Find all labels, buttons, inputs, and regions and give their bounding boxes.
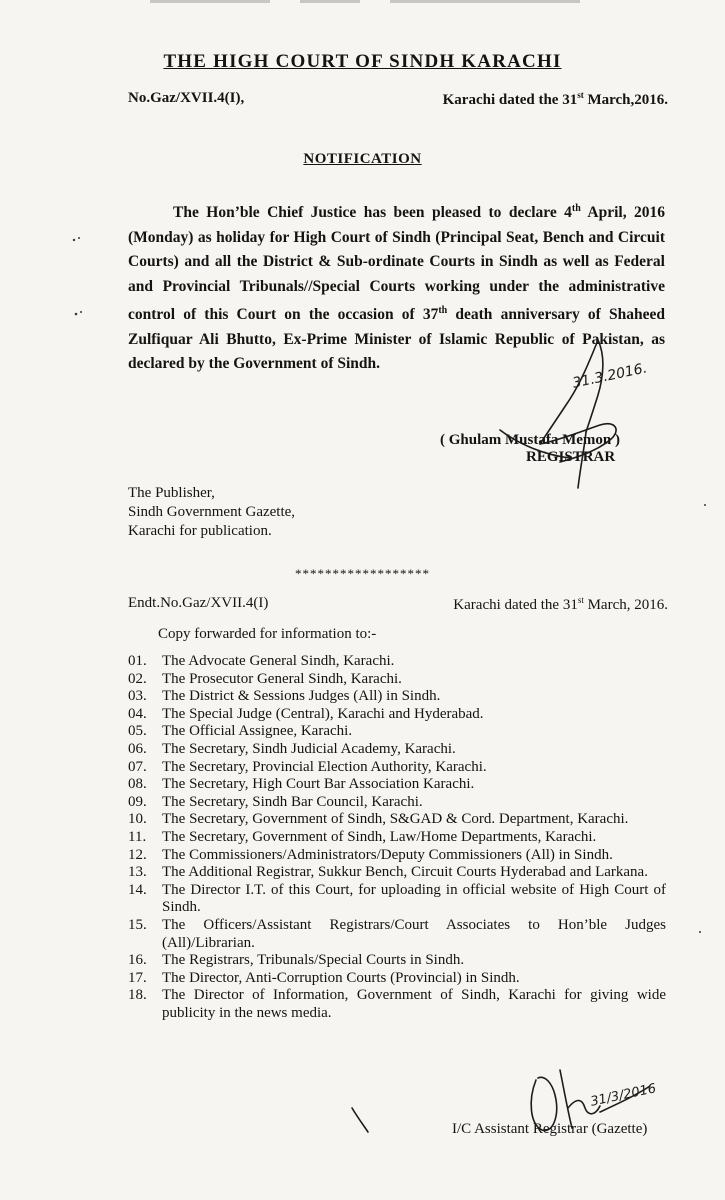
recipient-list (128, 653, 666, 1022)
assistant-registrar-designation: I/C Assistant Registrar (Gazette) (452, 1121, 648, 1137)
endorsement-date: Karachi dated the 31st March, 2016. (453, 595, 668, 613)
recipient-item: 15. The Officers/Assistant Registrars/Court Associates to Hon’ble Judges (All)/Librarian. (128, 916, 666, 951)
scan-edge-marks (0, 0, 725, 8)
recipient-item: 06. The Secretary, Sindh Judicial Academy, Karachi. (128, 740, 456, 757)
margin-speck (73, 239, 75, 241)
copy-forwarded-line: Copy forwarded for information to:- (158, 626, 377, 642)
recipient-item: 11. The Secretary, Government of Sindh, Law/Home Departments, Karachi. (128, 828, 597, 845)
recipient-item: 10. The Secretary, Government of Sindh, S&GAD & Cord. Department, Karachi. (128, 811, 629, 828)
margin-speck (704, 504, 706, 506)
endorsement-row (128, 595, 668, 612)
date-line: Karachi dated the 31st March,2016. (442, 90, 668, 108)
recipient-item: 17. The Director, Anti-Corruption Courts (Provincial) in Sindh. (128, 969, 520, 986)
recipient-item: 05. The Official Assignee, Karachi. (128, 723, 353, 740)
separator-stars: ****************** (295, 566, 430, 581)
recipient-item: 12. The Commissioners/Administrators/Deputy Commissioners (All) in Sindh. (128, 846, 613, 863)
reference-number: No.Gaz/XVII.4(I), (128, 90, 245, 106)
margin-speck (75, 313, 78, 316)
registrar-handwritten-date: 31.3.2016. (571, 360, 649, 392)
margin-speck (78, 237, 80, 239)
assistant-signature-stroke (560, 1070, 572, 1128)
recipient-item: 07. The Secretary, Provincial Election Authority, Karachi. (128, 758, 487, 775)
margin-speck (699, 931, 701, 933)
court-title: THE HIGH COURT OF SINDH KARACHI (163, 51, 562, 72)
reference-row (128, 90, 668, 107)
notification-heading: NOTIFICATION (303, 151, 422, 167)
recipient-item: 18. The Director of Information, Government of Sindh, Karachi for giving wide publicity in the news media. (128, 987, 666, 1021)
recipient-item: 08. The Secretary, High Court Bar Association Karachi. (128, 776, 475, 793)
margin-tick-stroke (352, 1108, 368, 1132)
recipient-item: 14. The Director I.T. of this Court, for uploading in official website of High Court of Sindh. (128, 881, 666, 916)
recipient-item: 13. The Additional Registrar, Sukkur Bench, Circuit Courts Hyderabad and Larkana. (128, 864, 648, 881)
recipient-item: 01. The Advocate General Sindh, Karachi. (128, 653, 395, 669)
recipient-item: 03. The District & Sessions Judges (All) in Sindh. (128, 688, 441, 705)
recipient-item: 04. The Special Judge (Central), Karachi and Hyderabad. (128, 705, 484, 722)
assistant-handwritten-date: 31/3/2016 (589, 1081, 658, 1110)
recipient-item: 09. The Secretary, Sindh Bar Council, Karachi. (128, 793, 423, 810)
recipient-item: 16. The Registrars, Tribunals/Special Courts in Sindh. (128, 952, 465, 969)
registrar-signature-block (440, 432, 700, 466)
publisher-address: The Publisher, Sindh Government Gazette, Karachi for publication. (128, 485, 296, 539)
notification-body: The Hon’ble Chief Justice has been pleased to declare 4th April, 2016 (Monday) as holiday for High Court of Sindh (Principal Seat, Bench and Circuit Courts) and all the District & Sub-ordinate Courts in Sindh as well as Federal and Provincial Tribunals//Special Courts working under the administrative control of this Court on the occasion of 37th death anniversary of Shaheed Zulfiquar Ali Bhutto, Ex-Prime Minister of Islamic Republic of Pakistan, as declared by the Government of Sindh. (128, 203, 666, 373)
margin-speck (80, 311, 82, 313)
endorsement-number: Endt.No.Gaz/XVII.4(I) (128, 595, 269, 611)
recipient-item: 02. The Prosecutor General Sindh, Karachi. (128, 670, 402, 687)
registrar-designation: REGISTRAR (526, 449, 616, 465)
registrar-name: ( Ghulam Mustafa Memon ) (440, 432, 620, 448)
